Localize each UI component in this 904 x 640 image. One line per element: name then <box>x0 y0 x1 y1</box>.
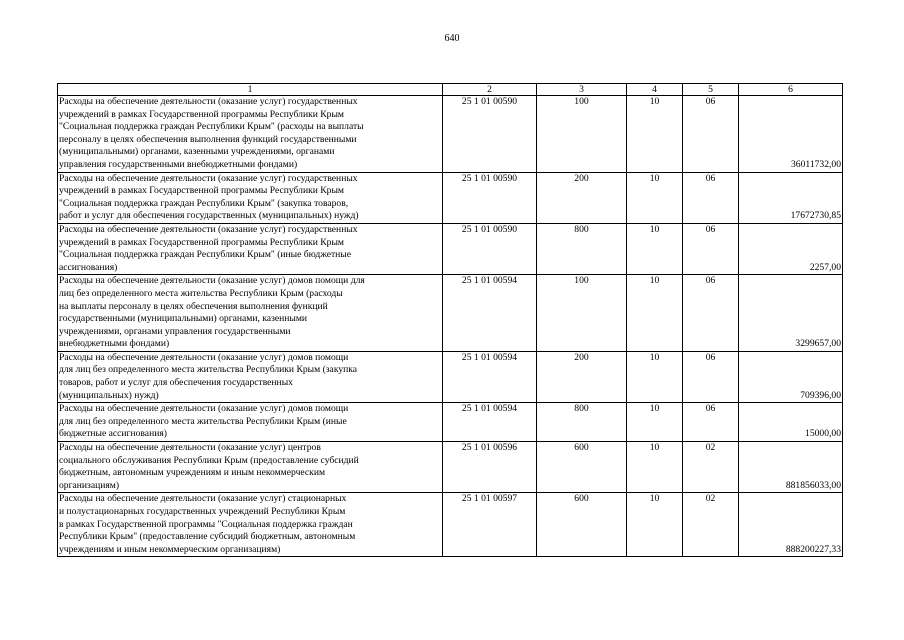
row-code: 25 1 01 00590 <box>443 172 537 223</box>
description-line: организациям) <box>59 479 120 491</box>
description-line: Республики Крым" (предоставление субсидий бюджетным, автономным <box>59 531 356 543</box>
row-col-4: 10 <box>627 96 683 173</box>
table-row <box>58 172 843 223</box>
row-col-3: 600 <box>537 442 627 493</box>
description-line: бюджетные ассигнования) <box>59 428 167 440</box>
description-line: учреждениями, органами управления государственными <box>59 325 291 337</box>
row-code: 25 1 01 00590 <box>443 96 537 173</box>
description-line: Расходы на обеспечение деятельности (оказание услуг) государственных <box>59 96 358 107</box>
description-line: управления государственными внебюджетными фондами) <box>59 158 298 170</box>
table-row <box>58 275 843 352</box>
row-col-3: 800 <box>537 223 627 274</box>
row-code: 25 1 01 00590 <box>443 223 537 274</box>
description-line: учреждениям и иным некоммерческим организациям) <box>59 543 281 555</box>
row-description <box>58 223 443 274</box>
description-line: на выплаты персоналу в целях обеспечения выполнения функций <box>59 300 328 312</box>
description-line: учреждений в рамках Государственной программы Республики Крым <box>59 185 344 197</box>
page-number: 640 <box>444 33 460 44</box>
row-col-3: 600 <box>537 493 627 557</box>
description-line: "Социальная поддержка граждан Республики Крым" (закупка товаров, <box>59 197 349 209</box>
row-col-5: 06 <box>683 223 739 274</box>
row-amount: 17672730,85 <box>739 172 843 223</box>
description-line: бюджетным, автономным учреждениям и иным некоммерческим <box>59 467 326 479</box>
table-row <box>58 223 843 274</box>
header-col-3: 3 <box>537 84 627 96</box>
description-line: Расходы на обеспечение деятельности (оказание услуг) домов помощи <box>59 403 349 415</box>
description-line: государственными (муниципальными) органами, казенными <box>59 313 308 325</box>
row-col-4: 10 <box>627 172 683 223</box>
row-col-4: 10 <box>627 351 683 402</box>
header-col-4: 4 <box>627 84 683 96</box>
row-col-4: 10 <box>627 275 683 352</box>
description-line: персоналу в целях обеспечения выполнения функций государственными <box>59 133 357 145</box>
table-row <box>58 351 843 402</box>
description-line: лиц без определенного места жительства Республики Крым (расходы <box>59 287 343 299</box>
row-col-4: 10 <box>627 223 683 274</box>
description-line: Расходы на обеспечение деятельности (оказание услуг) центров <box>59 442 321 454</box>
row-col-3: 100 <box>537 96 627 173</box>
description-line: "Социальная поддержка граждан Республики Крым" (расходы на выплаты <box>59 121 364 133</box>
row-col-3: 100 <box>537 275 627 352</box>
row-amount: 36011732,00 <box>739 96 843 173</box>
row-code: 25 1 01 00597 <box>443 493 537 557</box>
description-line: Расходы на обеспечение деятельности (оказание услуг) государственных <box>59 172 358 184</box>
row-col-5: 06 <box>683 403 739 442</box>
row-col-4: 10 <box>627 403 683 442</box>
row-amount: 881856033,00 <box>739 442 843 493</box>
row-amount: 709396,00 <box>739 351 843 402</box>
row-col-3: 200 <box>537 351 627 402</box>
row-amount: 3299657,00 <box>739 275 843 352</box>
description-line: (муниципальными) органами, казенными учреждениями, органами <box>59 146 335 158</box>
row-col-3: 200 <box>537 172 627 223</box>
row-description <box>58 351 443 402</box>
description-line: Расходы на обеспечение деятельности (оказание услуг) домов помощи для <box>59 275 365 287</box>
description-line: (муниципальных) нужд) <box>59 389 159 401</box>
description-line: в рамках Государственной программы "Социальная поддержка граждан <box>59 518 353 530</box>
row-col-3: 800 <box>537 403 627 442</box>
description-line: учреждений в рамках Государственной программы Республики Крым <box>59 108 344 120</box>
header-col-1: 1 <box>58 84 443 96</box>
budget-table <box>57 83 843 557</box>
description-line: учреждений в рамках Государственной программы Республики Крым <box>59 236 344 248</box>
table-row <box>58 96 843 173</box>
description-line: для лиц без определенного места жительства Республики Крым (закупка <box>59 364 358 376</box>
description-line: Расходы на обеспечение деятельности (оказание услуг) государственных <box>59 223 358 235</box>
row-col-5: 02 <box>683 493 739 557</box>
row-col-4: 10 <box>627 442 683 493</box>
header-col-6: 6 <box>739 84 843 96</box>
row-amount: 888200227,33 <box>739 493 843 557</box>
row-code: 25 1 01 00594 <box>443 403 537 442</box>
description-line: работ и услуг для обеспечения государственных (муниципальных) нужд) <box>59 210 359 222</box>
description-line: "Социальная поддержка граждан Республики Крым" (иные бюджетные <box>59 249 352 261</box>
row-description <box>58 493 443 557</box>
description-line: Расходы на обеспечение деятельности (оказание услуг) домов помощи <box>59 351 349 363</box>
row-col-5: 06 <box>683 96 739 173</box>
description-line: внебюджетными фондами) <box>59 338 170 350</box>
description-line: Расходы на обеспечение деятельности (оказание услуг) стационарных <box>59 493 347 505</box>
table-row <box>58 442 843 493</box>
row-col-5: 06 <box>683 172 739 223</box>
table-body <box>58 84 843 557</box>
row-col-5: 02 <box>683 442 739 493</box>
row-description <box>58 96 443 173</box>
row-amount: 2257,00 <box>739 223 843 274</box>
description-line: товаров, работ и услуг для обеспечения государственных <box>59 377 293 389</box>
row-code: 25 1 01 00594 <box>443 275 537 352</box>
row-description <box>58 172 443 223</box>
description-line: социального обслуживания Республики Крым (предоставление субсидий <box>59 454 359 466</box>
row-description <box>58 403 443 442</box>
row-description <box>58 442 443 493</box>
description-line: и полустационарных государственных учреждений Республики Крым <box>59 506 346 517</box>
row-col-5: 06 <box>683 351 739 402</box>
description-line: ассигнования) <box>59 261 118 273</box>
header-col-5: 5 <box>683 84 739 96</box>
row-col-4: 10 <box>627 493 683 557</box>
table-row <box>58 493 843 557</box>
row-col-5: 06 <box>683 275 739 352</box>
description-line: для лиц без определенного места жительства Республики Крым (иные <box>59 415 347 427</box>
table-header-row <box>58 84 843 96</box>
row-description <box>58 275 443 352</box>
row-code: 25 1 01 00596 <box>443 442 537 493</box>
row-code: 25 1 01 00594 <box>443 351 537 402</box>
table-row <box>58 403 843 442</box>
header-col-2: 2 <box>443 84 537 96</box>
row-amount: 15000,00 <box>739 403 843 442</box>
